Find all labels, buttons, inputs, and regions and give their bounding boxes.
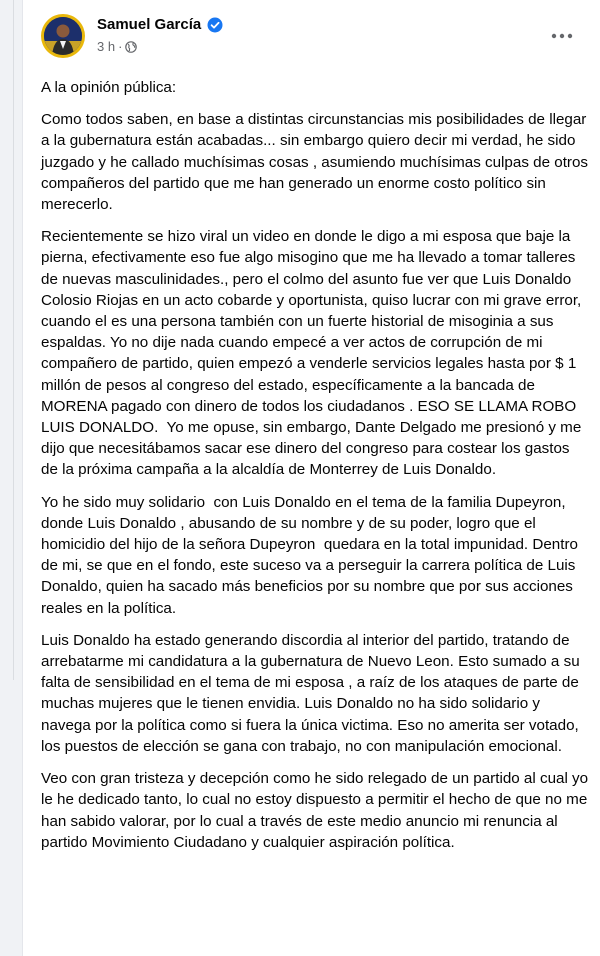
post-paragraph: Como todos saben, en base a distintas circunstancias mis posibilidades de llegar a la gubernatura están acabadas... sin embargo quiero decir mi verdad, he sido juzgado y he callado muchísimas cosas , asumiendo muchísimas culpas de otros compañeros del partido que me han generado un enorme costo político sin merecerlo.: [41, 111, 593, 214]
author-avatar[interactable]: [41, 14, 85, 58]
post-text: [41, 77, 593, 864]
post-paragraph: Veo con gran tristeza y decepción como he sido relegado de un partido al cual yo le he dedicado tanto, lo cual no estoy dispuesto a permitir el hecho de que no me han sabido valorar, por lo cual a través de este medio anuncio mi renuncia al partido Movimiento Ciudadano y cualquier aspiración política.: [41, 770, 593, 851]
post-card: [22, 0, 600, 956]
more-options-button[interactable]: [544, 24, 580, 48]
more-options-icon: [551, 33, 573, 39]
post-header: [23, 0, 600, 78]
author-name[interactable]: Samuel García: [97, 16, 202, 33]
post-paragraph: Yo he sido muy solidario con Luis Donaldo en el tema de la familia Dupeyron, donde Luis Donaldo , abusando de su nombre y de su poder, logro que el homicidio del hijo de la señora Dupeyron quedara en la total impunidad. Dentro de mi, se que en el fondo, este suceso va a perseguir la carrera política de Luis Donaldo, quien ha sacado más beneficios por su nombre que por sus acciones reales en la política.: [41, 493, 583, 617]
post-timestamp[interactable]: 3 h: [97, 39, 116, 54]
avatar-person-icon: [44, 17, 82, 55]
post-paragraph: Luis Donaldo ha estado generando discordia al interior del partido, tratando de arrebatarme mi candidatura a la gubernatura de Nuevo Leon. Esto sumado a su falta de sensibilidad en el tema de mi esposa , a raíz de los ataques de parte de muchas mujeres que le tienen envidia. Luis Donaldo no ha sido solidario y navega por la política como si fuera la única victima. Eso no amerita ser votado, los puestos de elección se gana con trabajo, no con manipulación emocional.: [41, 631, 584, 755]
meta-separator: ·: [118, 39, 123, 54]
post-paragraph: A la opinión pública:: [41, 79, 177, 96]
author-name-row: [97, 16, 223, 33]
avatar-photo: [44, 17, 82, 55]
post-paragraph: Recientemente se hizo viral un video en donde le digo a mi esposa que baje la pierna, efectivamente eso fue algo misogino que me ha llevado a tomar talleres de nuevas masculinidades., pero el colmo del asunto fue ver que Luis Donaldo Colosio Riojas en un acto cobarde y oportunista, quiso lucrar con mi grave error, cuando el es una persona también con un fuerte historial de misoginia a sus espaldas. Yo no dije nada cuando empecé a ver actos de corrupción de mi compañero de partido, quien empezó a venderle servicios legales hasta por $ 1 millón de pesos al congreso del estado, específicamente a la bancada de MORENA pagado con dinero de todos los ciudadanos . ESO SE LLAMA ROBO LUIS DONALDO. Yo me opuse, sin embargo, Dante Delgado me presionó y me dijo que necesitábamos sacar ese dinero del congreso para costear los gastos de la próxima campaña a la alcaldía de Monterrey de Luis Donaldo.: [41, 228, 586, 479]
post-meta: [97, 39, 137, 54]
verified-badge-icon: [207, 17, 223, 33]
globe-icon[interactable]: [125, 41, 137, 53]
left-column-edge: [0, 0, 14, 680]
